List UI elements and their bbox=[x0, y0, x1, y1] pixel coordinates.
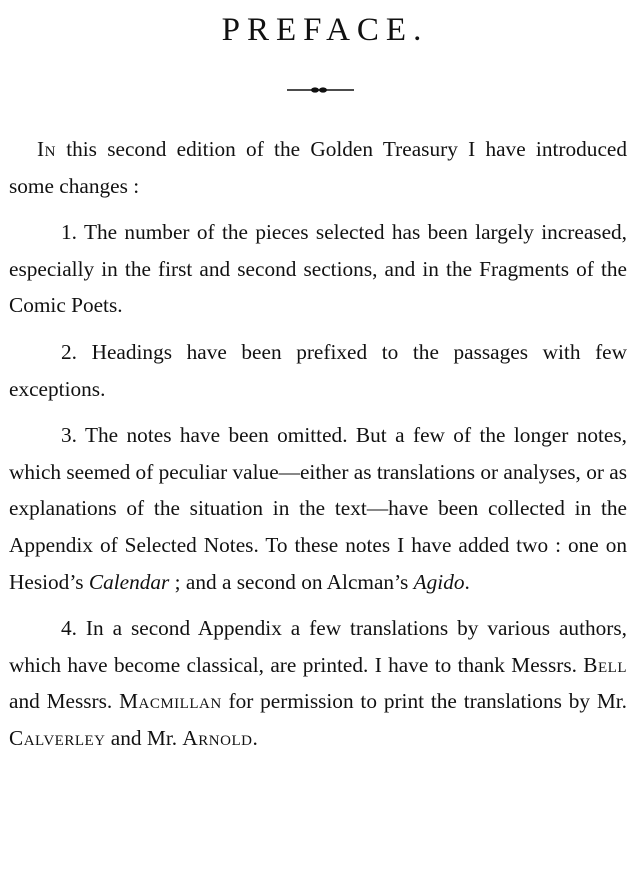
list-item-4 bbox=[9, 610, 627, 756]
name-arnold: Arnold bbox=[182, 725, 253, 750]
name-calverley: Calverley bbox=[9, 725, 106, 750]
item-text: and Messrs. bbox=[9, 689, 120, 714]
page-title: PREFACE. bbox=[221, 12, 429, 48]
item-text: The notes have been omitted. But a few of the longer notes, which seemed of peculiar value—either as translations or analyses, or as explanations of the situation in the text—have been collected in the Appendix of Selected Notes. To these notes I have added two : one on Hesiod’s bbox=[9, 423, 627, 594]
item-text: ; and a second on Alcman’s bbox=[169, 569, 414, 594]
ornament-divider bbox=[0, 83, 644, 97]
intro-text: this second edition of the Golden Treasury I have introduced some changes : bbox=[9, 137, 627, 198]
item-number: 1. bbox=[61, 220, 77, 245]
preface-body bbox=[9, 131, 627, 767]
item-text: In a second Appendix a few translations by various authors, which have become classical, are printed. I have to thank Messrs. bbox=[9, 616, 627, 677]
item-text: . bbox=[464, 569, 470, 594]
item-text: Headings have been prefixed to the passages with few exceptions. bbox=[9, 339, 627, 401]
item-text: . bbox=[252, 725, 258, 750]
dropcap: In bbox=[37, 137, 56, 161]
item-text: and Mr. bbox=[105, 725, 183, 750]
name-macmillan: Macmillan bbox=[119, 689, 222, 714]
name-bell: Bell bbox=[583, 652, 627, 677]
item-number: 4. bbox=[61, 616, 77, 641]
item-number: 3. bbox=[61, 423, 77, 448]
item-text: The number of the pieces selected has been largely increased, especially in the first and second sections, and in the Fragments of the Comic Poets. bbox=[9, 220, 627, 318]
item-text: for permission to print the translations by Mr. bbox=[221, 689, 627, 714]
list-item-2 bbox=[9, 334, 627, 407]
intro-paragraph bbox=[9, 131, 627, 204]
list-item-1 bbox=[9, 214, 627, 324]
list-item-3 bbox=[9, 417, 627, 600]
item-number: 2. bbox=[61, 339, 77, 364]
calendar-title: Calendar bbox=[88, 569, 170, 594]
agido-title: Agido bbox=[413, 569, 465, 594]
